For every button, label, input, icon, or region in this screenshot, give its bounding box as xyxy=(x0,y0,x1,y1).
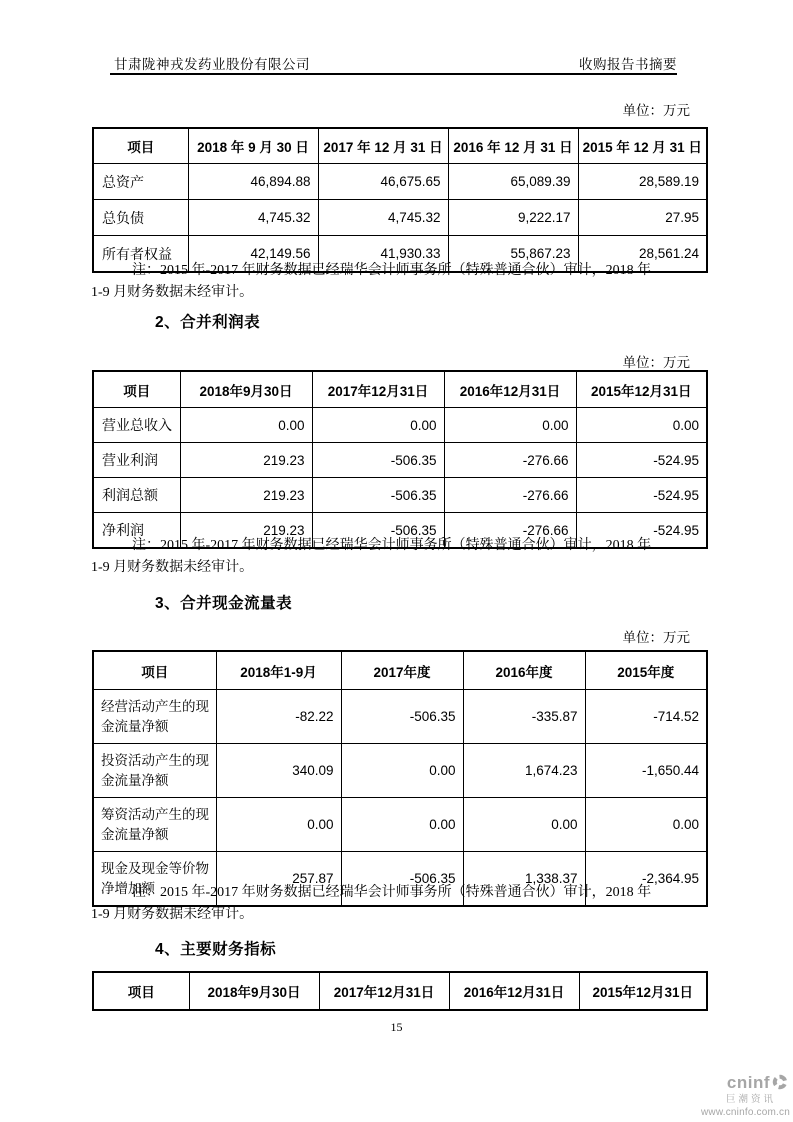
table-row xyxy=(93,443,707,478)
balance-sheet-table xyxy=(92,127,708,273)
row-label: 总负债 xyxy=(93,200,188,236)
key-indicators-table xyxy=(92,971,708,1011)
cell-value: -714.52 xyxy=(585,690,707,744)
row-label: 净利润 xyxy=(93,513,180,549)
cell-value: -506.35 xyxy=(341,852,463,907)
section-heading-indicators: 4、主要财务指标 xyxy=(155,941,277,958)
table-row xyxy=(93,408,707,443)
cell-value: -276.66 xyxy=(444,513,576,549)
column-header: 2018年1-9月 xyxy=(216,651,341,690)
audit-note-line2: 1-9 月财务数据未经审计。 xyxy=(91,285,254,300)
cell-value: 41,930.33 xyxy=(318,236,448,273)
audit-note-line1: 注：2015 年-2017 年财务数据已经瑞华会计师事务所（特殊普通合伙）审计，2018 年 xyxy=(132,885,652,900)
audit-note-line2: 1-9 月财务数据未经审计。 xyxy=(91,560,254,575)
cell-value: 28,561.24 xyxy=(578,236,707,273)
cell-value: 0.00 xyxy=(180,408,312,443)
income-statement-table xyxy=(92,370,708,549)
cell-value: -276.66 xyxy=(444,478,576,513)
cell-value: 0.00 xyxy=(341,798,463,852)
cell-value: -506.35 xyxy=(341,690,463,744)
cninfo-cn-name: 巨潮资讯 xyxy=(725,1094,776,1105)
table-row xyxy=(93,744,707,798)
cash-flow-table xyxy=(92,650,708,907)
cninfo-logo xyxy=(701,1074,790,1118)
audit-note-line1: 注：2015 年-2017 年财务数据已经瑞华会计师事务所（特殊普通合伙）审计，2018 年 xyxy=(132,538,652,553)
audit-note-line2: 1-9 月财务数据未经审计。 xyxy=(91,907,254,922)
unit-label: 单位：万元 xyxy=(622,355,690,370)
row-label: 营业总收入 xyxy=(93,408,180,443)
cell-value: 0.00 xyxy=(312,408,444,443)
cell-value: 0.00 xyxy=(216,798,341,852)
cell-value: 0.00 xyxy=(576,408,707,443)
cell-value: -2,364.95 xyxy=(585,852,707,907)
column-header: 2017年12月31日 xyxy=(319,972,449,1010)
cell-value: 27.95 xyxy=(578,200,707,236)
cninfo-url: www.cninfo.com.cn xyxy=(701,1106,790,1118)
cell-value: 0.00 xyxy=(463,798,585,852)
cell-value: 65,089.39 xyxy=(448,164,578,200)
cell-value: -524.95 xyxy=(576,443,707,478)
table-row xyxy=(93,478,707,513)
row-label: 现金及现金等价物净增加额 xyxy=(93,852,216,907)
column-header: 项目 xyxy=(93,651,216,690)
column-header: 2016 年 12 月 31 日 xyxy=(448,128,578,164)
row-label: 投资活动产生的现金流量净额 xyxy=(93,744,216,798)
cell-value: -524.95 xyxy=(576,513,707,549)
section-heading-income: 2、合并利润表 xyxy=(155,314,261,331)
cell-value: 219.23 xyxy=(180,478,312,513)
cell-value: 219.23 xyxy=(180,513,312,549)
table-row xyxy=(93,690,707,744)
column-header: 项目 xyxy=(93,128,188,164)
column-header: 2017 年 12 月 31 日 xyxy=(318,128,448,164)
column-header: 2016年12月31日 xyxy=(449,972,579,1010)
column-header: 2015年12月31日 xyxy=(579,972,707,1010)
cell-value: 340.09 xyxy=(216,744,341,798)
cell-value: -1,650.44 xyxy=(585,744,707,798)
cell-value: -506.35 xyxy=(312,513,444,549)
column-header: 2015年度 xyxy=(585,651,707,690)
cell-value: -82.22 xyxy=(216,690,341,744)
cell-value: 219.23 xyxy=(180,443,312,478)
cell-value: 46,675.65 xyxy=(318,164,448,200)
cell-value: -524.95 xyxy=(576,478,707,513)
cell-value: 0.00 xyxy=(444,408,576,443)
table-row xyxy=(93,798,707,852)
column-header: 2015年12月31日 xyxy=(576,371,707,408)
audit-note xyxy=(91,260,683,304)
column-header: 2018年9月30日 xyxy=(189,972,319,1010)
column-header: 2017年度 xyxy=(341,651,463,690)
table-header-row xyxy=(93,128,707,164)
column-header: 2016年度 xyxy=(463,651,585,690)
cell-value: -335.87 xyxy=(463,690,585,744)
row-label: 经营活动产生的现金流量净额 xyxy=(93,690,216,744)
row-label: 利润总额 xyxy=(93,478,180,513)
row-label: 营业利润 xyxy=(93,443,180,478)
cell-value: 42,149.56 xyxy=(188,236,318,273)
audit-note xyxy=(91,882,683,926)
cell-value: 1,338.37 xyxy=(463,852,585,907)
cninfo-brand-text: cninf xyxy=(726,1073,770,1092)
cell-value: 0.00 xyxy=(585,798,707,852)
unit-label: 单位：万元 xyxy=(622,103,690,118)
cell-value: 28,589.19 xyxy=(578,164,707,200)
column-header: 项目 xyxy=(93,972,189,1010)
cell-value: 257.87 xyxy=(216,852,341,907)
cell-value: 55,867.23 xyxy=(448,236,578,273)
row-label: 筹资活动产生的现金流量净额 xyxy=(93,798,216,852)
cell-value: -506.35 xyxy=(312,443,444,478)
header-rule xyxy=(110,73,677,75)
table-header-row xyxy=(93,371,707,408)
column-header: 2018年9月30日 xyxy=(180,371,312,408)
cell-value: 4,745.32 xyxy=(188,200,318,236)
cell-value: 0.00 xyxy=(341,744,463,798)
audit-note-line1: 注：2015 年-2017 年财务数据已经瑞华会计师事务所（特殊普通合伙）审计，2018 年 xyxy=(132,263,652,278)
column-header: 2016年12月31日 xyxy=(444,371,576,408)
column-header: 2015 年 12 月 31 日 xyxy=(578,128,707,164)
cell-value: -276.66 xyxy=(444,443,576,478)
cell-value: 4,745.32 xyxy=(318,200,448,236)
header-company-name: 甘肃陇神戎发药业股份有限公司 xyxy=(114,57,310,72)
cninfo-brand-row xyxy=(701,1074,790,1093)
cell-value: 9,222.17 xyxy=(448,200,578,236)
page-number: 15 xyxy=(390,1020,403,1034)
section-heading-cash-flow: 3、合并现金流量表 xyxy=(155,595,293,612)
cell-value: -506.35 xyxy=(312,478,444,513)
cninfo-swirl-icon xyxy=(772,1074,788,1093)
unit-label: 单位：万元 xyxy=(622,630,690,645)
table-row xyxy=(93,164,707,200)
cell-value: 46,894.88 xyxy=(188,164,318,200)
column-header: 项目 xyxy=(93,371,180,408)
header-doc-title: 收购报告书摘要 xyxy=(579,57,677,72)
column-header: 2018 年 9 月 30 日 xyxy=(188,128,318,164)
cell-value: 1,674.23 xyxy=(463,744,585,798)
row-label: 所有者权益 xyxy=(93,236,188,273)
row-label: 总资产 xyxy=(93,164,188,200)
table-row xyxy=(93,200,707,236)
audit-note xyxy=(91,535,683,579)
column-header: 2017年12月31日 xyxy=(312,371,444,408)
table-header-row xyxy=(93,651,707,690)
table-header-row xyxy=(93,972,707,1010)
